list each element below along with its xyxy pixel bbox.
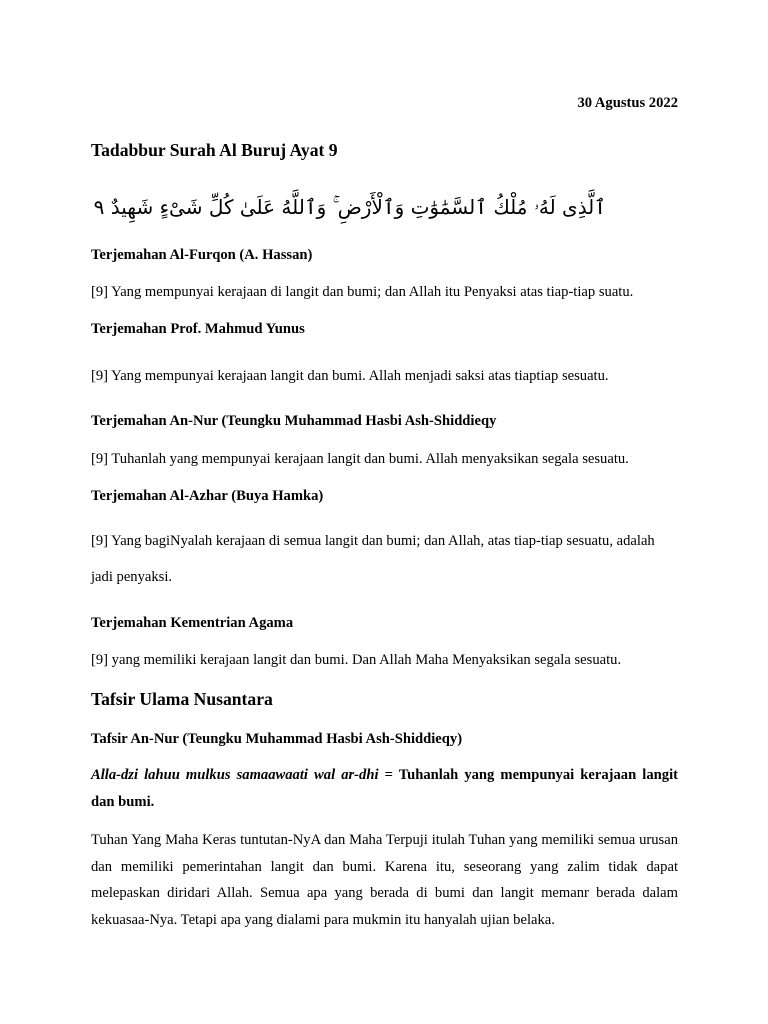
translation-heading-mahmud-yunus: Terjemahan Prof. Mahmud Yunus [91,321,305,337]
translation-text-mahmud-yunus: [9] Yang mempunyai kerajaan langit dan bumi. Allah menjadi saksi atas tiaptiap sesuatu. [91,368,609,384]
tafsir-phrase-meaning: = Tuhanlah yang mempunyai kerajaan langit dan bumi. [91,767,678,810]
translation-text-an-nur: [9] Tuhanlah yang mempunyai kerajaan langit dan bumi. Allah menyaksikan segala sesuatu. [91,451,629,467]
tafsir-phrase-arabic-transliteration: Alla-dzi lahuu mulkus samaawaati wal ar-dhi [91,767,379,783]
tafsir-subheading: Tafsir An-Nur (Teungku Muhammad Hasbi Ash-Shiddieqy) [91,731,463,747]
tafsir-paragraph: Tuhan Yang Maha Keras tuntutan-NyA dan Maha Terpuji itulah Tuhan yang memiliki semua urusan dan memiliki pemerintahan langit dan bumi. Karena itu, seseorang yang zalim tidak dapat melepaskan diridari Allah. Semua apa yang berada di bumi dan langit memanr berada dalam kekuasaa-Nya. Tetapi apa yang dialami para mukmin itu hanyalah ujian belaka. [91,832,678,928]
translation-heading-al-azhar: Terjemahan Al-Azhar (Buya Hamka) [91,488,324,504]
translation-heading-furqon: Terjemahan Al-Furqon (A. Hassan) [91,247,313,263]
document-date: 30 Agustus 2022 [577,95,678,111]
translation-heading-an-nur: Terjemahan An-Nur (Teungku Muhammad Hasbi Ash-Shiddieqy [91,413,497,429]
tafsir-phrase [91,762,678,815]
translation-heading-kemenag: Terjemahan Kementrian Agama [91,615,294,631]
section-title-tafsir: Tafsir Ulama Nusantara [91,689,273,709]
arabic-verse: ٱلَّذِى لَهُۥ مُلْكُ ٱلسَّمَٰوَٰتِ وَٱلْأَرْضِ ۚ وَٱللَّهُ عَلَىٰ كُلِّ شَىْءٍ شَهِيدٌ ٩ [93,195,606,219]
translation-text-al-azhar: [9] Yang bagiNyalah kerajaan di semua langit dan bumi; dan Allah, atas tiap-tiap sesuatu, adalah jadi penyaksi. [91,533,655,585]
translation-text-kemenag: [9] yang memiliki kerajaan langit dan bumi. Dan Allah Maha Menyaksikan segala sesuatu. [91,652,622,668]
document-title: Tadabbur Surah Al Buruj Ayat 9 [91,140,338,160]
translation-text-furqon: [9] Yang mempunyai kerajaan di langit dan bumi; dan Allah itu Penyaksi atas tiap-tiap suatu. [91,284,634,300]
